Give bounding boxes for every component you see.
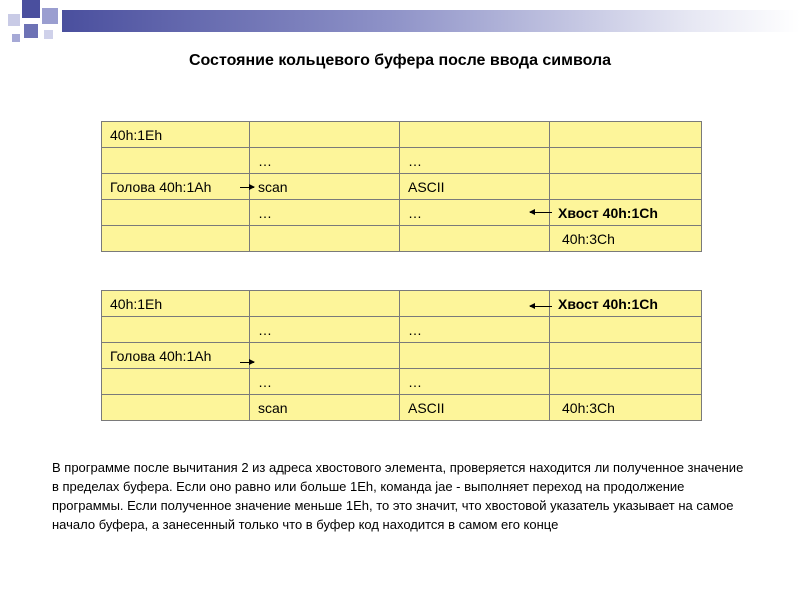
table-row [102, 369, 702, 395]
table-row [102, 200, 702, 226]
table-cell [250, 122, 400, 148]
table-cell: … [400, 317, 550, 343]
table-cell [102, 148, 250, 174]
table-cell: scan [250, 395, 400, 421]
slide-title: Состояние кольцевого буфера после ввода символа [188, 52, 612, 69]
buffer-end-address: 40h:3Ch [550, 395, 702, 421]
table-row [102, 122, 702, 148]
table-cell: ASCII [400, 395, 550, 421]
table-row [102, 174, 702, 200]
tail-arrow-icon [530, 212, 552, 213]
head-arrow-icon [240, 362, 254, 363]
table-row [102, 291, 702, 317]
table-cell [102, 200, 250, 226]
head-pointer-label: Голова 40h:1Ah [102, 343, 250, 369]
table-cell: … [250, 369, 400, 395]
buffer-end-address: 40h:3Ch [550, 226, 702, 252]
table-cell: … [400, 148, 550, 174]
table-cell: scan [250, 174, 400, 200]
table-cell [400, 343, 550, 369]
table-row [102, 317, 702, 343]
tail-pointer-label: Хвост 40h:1Ch [550, 200, 702, 226]
table-cell [400, 122, 550, 148]
table-cell: 40h:1Eh [102, 122, 250, 148]
explanation-paragraph: В программе после вычитания 2 из адреса хвостового элемента, проверяется находится ли полученное значение в пределах буфера. Если оно равно или больше 1Eh, команда jae - выполняет переход на продолжение программы. Если полученное значение меньше 1Eh, то это значит, что хвостовой указатель указывает на самое начало буфера, а занесенный только что в буфер код находится в самом его конце [52, 460, 744, 532]
table-cell: … [400, 369, 550, 395]
table-cell [550, 317, 702, 343]
table-cell [102, 317, 250, 343]
header-gradient-bar [62, 10, 800, 32]
table-cell [250, 343, 400, 369]
table-cell [250, 226, 400, 252]
table-row [102, 226, 702, 252]
table-row [102, 148, 702, 174]
table-cell [550, 122, 702, 148]
table-row [102, 343, 702, 369]
table-cell [550, 369, 702, 395]
table-cell [250, 291, 400, 317]
buffer-table-before [101, 121, 702, 252]
head-pointer-label: Голова 40h:1Ah [102, 174, 250, 200]
head-arrow-icon [240, 187, 254, 188]
table-cell [550, 174, 702, 200]
table-cell [400, 291, 550, 317]
tail-arrow-icon [530, 306, 552, 307]
table-cell [102, 369, 250, 395]
table-cell: … [250, 200, 400, 226]
table-cell: … [250, 317, 400, 343]
table-cell [102, 395, 250, 421]
table-cell: … [250, 148, 400, 174]
tail-pointer-label: Хвост 40h:1Ch [550, 291, 702, 317]
table-cell: … [400, 200, 550, 226]
decorative-squares [0, 0, 60, 50]
table-cell [550, 148, 702, 174]
table-row [102, 395, 702, 421]
table-cell: 40h:1Eh [102, 291, 250, 317]
table-cell: ASCII [400, 174, 550, 200]
table-cell [102, 226, 250, 252]
table-cell [400, 226, 550, 252]
table-cell [550, 343, 702, 369]
buffer-table-after [101, 290, 702, 421]
